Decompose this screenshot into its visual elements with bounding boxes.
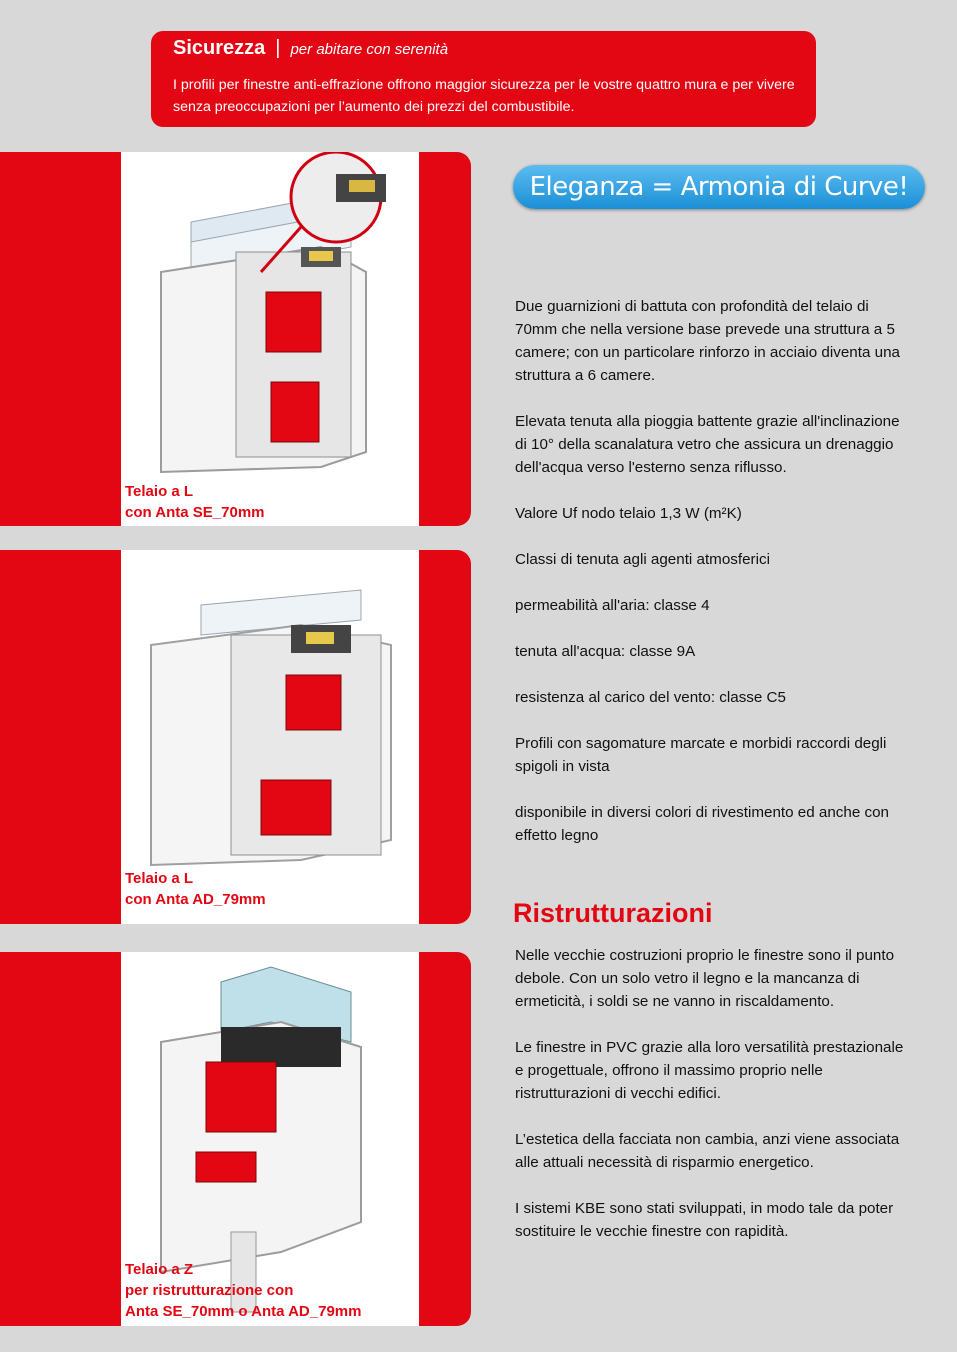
banner-separator: | xyxy=(275,37,281,59)
banner-title: Sicurezza xyxy=(173,37,266,59)
profile-panel-z xyxy=(0,952,471,1326)
caption-line-1: Telaio a L xyxy=(125,870,194,887)
renovation-heading: Ristrutturazioni xyxy=(513,898,713,928)
caption-line-1: Telaio a L xyxy=(125,483,194,500)
renovation-text xyxy=(515,944,915,1243)
features-list xyxy=(515,295,915,847)
caption-line-2: per ristrutturazione con xyxy=(125,1282,294,1299)
feature-paragraph: Elevata tenuta alla pioggia battente grazie all'inclinazione di 10° della scanalatura vetro che assicura un drenaggio dell'acqua verso l'esterno senza riflusso. xyxy=(515,413,900,476)
feature-paragraph: Due guarnizioni di battuta con profondità del telaio di 70mm che nella versione base prevede una struttura a 5 camere; con un particolare rinforzo in acciaio diventa una struttura a 6 camere. xyxy=(515,298,900,384)
frame-profile xyxy=(151,625,391,865)
profile-panel-l-se70 xyxy=(0,152,471,526)
elegance-pill: Eleganza = Armonia di Curve! xyxy=(513,165,925,209)
renovation-paragraph: Le finestre in PVC grazie alla loro versatilità prestazionale e progettuale, offrono il massimo proprio nelle ristrutturazioni di vecchi edifici. xyxy=(515,1039,904,1102)
security-banner xyxy=(151,31,816,127)
panel-caption xyxy=(125,1259,361,1322)
feature-paragraph: permeabilità all'aria: classe 4 xyxy=(515,597,710,614)
feature-paragraph: Valore Uf nodo telaio 1,3 W (m²K) xyxy=(515,505,742,522)
banner-text: I profili per finestre anti-effrazione offrono maggior sicurezza per le vostre quattro mura e per vivere senza preoccupazioni per l’aumento dei prezzi del combustibile. xyxy=(173,77,795,115)
caption-line-3: Anta SE_70mm o Anta AD_79mm xyxy=(125,1303,362,1320)
renovation-paragraph: Nelle vecchie costruzioni proprio le finestre sono il punto debole. Con un solo vetro il legno e la mancanza di ermeticità, i soldi se ne vanno in riscaldamento. xyxy=(515,947,895,1010)
feature-paragraph: Classi di tenuta agli agenti atmosferici xyxy=(515,551,770,568)
feature-paragraph: disponibile in diversi colori di rivestimento ed anche con effetto legno xyxy=(515,804,889,844)
panel-caption xyxy=(125,868,266,910)
profile-panel-l-ad79 xyxy=(0,550,471,924)
panel-caption xyxy=(125,481,265,523)
feature-paragraph: tenuta all'acqua: classe 9A xyxy=(515,643,696,660)
caption-line-1: Telaio a Z xyxy=(125,1261,194,1278)
caption-line-2: con Anta AD_79mm xyxy=(125,891,266,908)
banner-subtitle: per abitare con serenità xyxy=(290,41,449,58)
frame-profile xyxy=(161,247,366,472)
banner-header xyxy=(173,37,448,60)
renovation-paragraph: L’estetica della facciata non cambia, anzi viene associata alle attuali necessità di risparmio energetico. xyxy=(515,1131,900,1171)
window-profile-section-image xyxy=(121,152,419,526)
feature-paragraph: Profili con sagomature marcate e morbidi raccordi degli spigoli in vista xyxy=(515,735,887,775)
renovation-paragraph: I sistemi KBE sono stati sviluppati, in modo tale da poter sostituire le vecchie finestre con rapidità. xyxy=(515,1200,894,1240)
caption-line-2: con Anta SE_70mm xyxy=(125,504,265,521)
feature-paragraph: resistenza al carico del vento: classe C5 xyxy=(515,689,786,706)
